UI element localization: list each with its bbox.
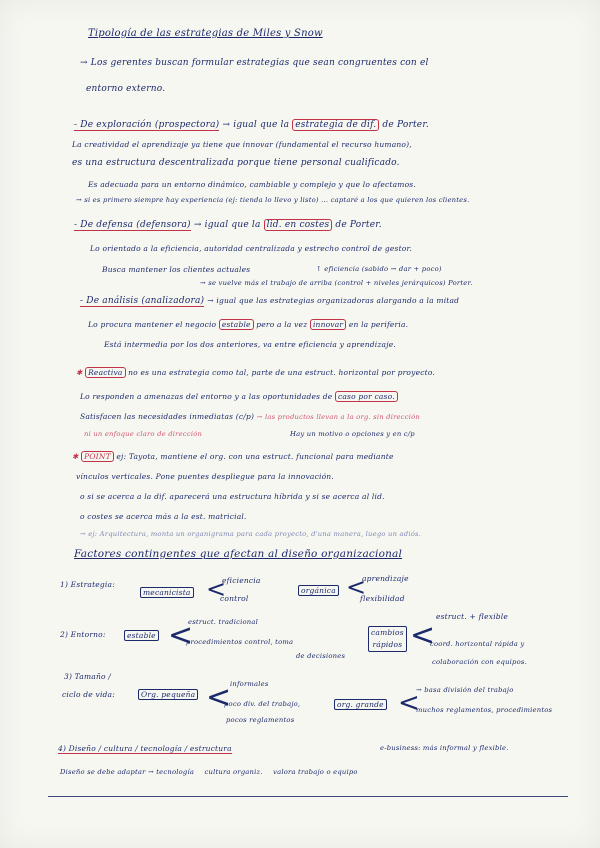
point-star: ✱ <box>72 452 79 461</box>
diseno-right: e-business: más informal y flexible. <box>380 744 509 752</box>
diseno-line-2b: → tecnología <box>147 768 195 776</box>
intro-line-2: entorno externo. <box>86 84 166 94</box>
defensa-heading: - De defensa (defensora) <box>74 220 191 230</box>
tamano-label-2: ciclo de vida: <box>62 690 115 699</box>
analisis-box-estable: estable <box>219 319 254 330</box>
exploracion-heading: - De exploración (prospectora) <box>74 120 220 130</box>
brace-icon: < <box>410 618 436 653</box>
point-line-5: → ej: Arquitectura, monta un organigrama para cada proyecto, d'una manera, luego un adiós. <box>80 530 422 538</box>
entorno-box-2 <box>368 626 407 652</box>
tamano-b2-1: muchos reglamentos, procedimientos <box>416 706 553 714</box>
estrategia-box-2 <box>298 586 339 595</box>
analisis-arrow: → igual que las estrategias organizadoras alargando a la mitad <box>207 296 460 305</box>
analisis-line-1c: en la periferia. <box>348 320 409 329</box>
org-grande-box: org. grande <box>334 699 387 710</box>
page-title: Tipología de las estrategias de Miles y Snow <box>88 28 323 39</box>
divider <box>48 796 568 797</box>
brace-icon: < <box>206 680 232 715</box>
defensa-line-2b: ↑ eficiencia (sabido → dar + poco) <box>316 265 442 273</box>
diseno-line-2 <box>60 768 358 776</box>
intro-line-1: → Los gerentes buscan formular estrategias que sean congruentes con el <box>80 58 429 68</box>
rapidos-label: rápidos <box>372 640 403 649</box>
tamano-box-2 <box>334 700 387 709</box>
tamano-box-1 <box>138 690 198 699</box>
reactiva-heading: Reactiva <box>85 367 125 378</box>
point-line-4: o costes se acerca más a la est. matricial. <box>80 512 247 521</box>
analisis-block <box>80 296 459 306</box>
defensa-box: lid. en costes <box>264 219 333 231</box>
tamano-b1-2: pocos reglamentos <box>226 716 295 724</box>
point-line-2: vínculos verticales. Pone puentes despliegue para la innovación. <box>76 472 334 481</box>
diseno-line-2c: cultura organiz. <box>204 768 263 776</box>
entorno-b2-2: colaboración con equipos. <box>432 658 527 666</box>
estrategia-b1-1: control <box>220 594 249 603</box>
tamano-label-1: 3) Tamaño / <box>64 672 112 681</box>
reactiva-line-1a: Lo responden a amenazas del entorno y a las oportunidades de <box>80 392 333 401</box>
defensa-block <box>74 220 382 230</box>
mecanicista-box: mecanicista <box>140 587 194 598</box>
estrategia-b1-0: eficiencia <box>222 576 261 585</box>
reactiva-line-1 <box>80 392 398 401</box>
factores-heading: Factores contingentes que afectan al diseño organizacional <box>74 548 403 560</box>
defensa-line-3: → se vuelve más el trabajo de arriba (control + niveles jerárquicos) Porter. <box>200 279 473 287</box>
reactiva-line-2b: → las productos llevan a la org. sin dirección <box>256 413 421 421</box>
exploracion-line-4: → si es primero siempre hay experiencia (ej: tienda lo llevo y listo) ... captaré a los que quieren los clientes. <box>76 196 470 204</box>
diseno-line-2d: valora trabajo o equipo <box>273 768 358 776</box>
brace-icon: < <box>346 573 367 601</box>
reactiva-box: caso por caso. <box>335 391 398 402</box>
organica-box: orgánica <box>298 585 339 596</box>
estrategia-box-1 <box>140 588 194 597</box>
defensa-line-1: Lo orientado a la eficiencia, autoridad centralizada y estrecho control de gestor. <box>90 244 413 253</box>
cambios-label: cambios <box>371 628 404 637</box>
cambios-rapidos-box <box>368 626 407 652</box>
entorno-b2-1: coord. horizontal rápida y <box>430 640 525 648</box>
diseno-label-text: 4) Diseño / cultura / tecnología / estructura <box>58 744 232 753</box>
tamano-b1-0: informales <box>230 680 269 688</box>
defensa-after: de Porter. <box>335 220 382 230</box>
entorno-b1-1: procedimientos control, toma <box>186 638 294 646</box>
analisis-box-innovar: innovar <box>310 319 346 330</box>
estrategia-label: 1) Estrategia: <box>60 580 115 589</box>
entorno-label: 2) Entorno: <box>60 630 106 639</box>
exploracion-after: de Porter. <box>382 120 429 130</box>
point-line-3: o si se acerca a la dif. aparecerá una estructura híbrida y si se acerca al lid. <box>80 492 385 501</box>
defensa-arrow: → igual que la <box>193 220 261 230</box>
diseno-label <box>58 744 232 753</box>
brace-icon: < <box>168 618 194 653</box>
exploracion-line-2: es una estructura descentralizada porque tiene personal cualificado. <box>72 158 400 168</box>
brace-icon: < <box>398 688 420 718</box>
entorno-box-1 <box>124 631 159 640</box>
reactiva-line-3b: Hay un motivo o opciones y en c/p <box>290 430 415 438</box>
point-label: POINT <box>81 451 114 462</box>
analisis-line-1 <box>88 320 408 329</box>
exploracion-arrow: → igual que la <box>222 120 290 130</box>
analisis-line-1b: pero a la vez <box>256 320 308 329</box>
estrategia-b2-0: aprendizaje <box>362 574 409 583</box>
exploracion-block <box>74 120 429 130</box>
tamano-b1-1: poco div. del trabajo, <box>224 700 301 708</box>
analisis-heading: - De análisis (analizadora) <box>80 296 205 306</box>
reactiva-star: ✱ <box>76 368 83 377</box>
point-line-1: ej: Tayota, mantiene el org. con una estruct. funcional para mediante <box>116 452 394 461</box>
entorno-b1-2: de decisiones <box>296 652 346 660</box>
org-pequena-box: Org. pequeña <box>138 689 198 700</box>
diseno-line-2a: Diseño se debe adaptar <box>60 768 146 776</box>
defensa-line-2: Busca mantener los clientes actuales <box>102 265 251 274</box>
point-block <box>72 452 394 461</box>
exploracion-line-1: La creatividad el aprendizaje ya tiene que innovar (fundamental el recurso humano), <box>72 140 412 149</box>
reactiva-line-2a: Satisfacen las necesidades inmediatas (c/p) <box>80 412 255 421</box>
reactiva-line-0: no es una estrategia como tal, parte de una estruct. horizontal por proyecto. <box>128 368 435 377</box>
exploracion-line-3: Es adecuada para un entorno dinámico, cambiable y complejo y que lo afectamos. <box>88 180 416 189</box>
reactiva-line-2 <box>80 412 420 421</box>
estrategia-b2-1: flexibilidad <box>360 594 405 603</box>
analisis-line-2: Está intermedia por los dos anteriores, va entre eficiencia y aprendizaje. <box>104 340 396 349</box>
tamano-b2-0: → basa división del trabajo <box>416 686 514 694</box>
exploracion-box: estrategia de dif. <box>292 119 379 131</box>
entorno-b2-0: estruct. + flexible <box>436 612 509 621</box>
reactiva-block <box>76 368 435 377</box>
reactiva-line-3: ni un enfoque claro de dirección <box>84 430 203 438</box>
brace-icon: < <box>206 575 227 603</box>
analisis-line-1a: Lo procura mantener el negocio <box>88 320 217 329</box>
estable-box: estable <box>124 630 159 641</box>
entorno-b1-0: estruct. tradicional <box>188 618 258 626</box>
